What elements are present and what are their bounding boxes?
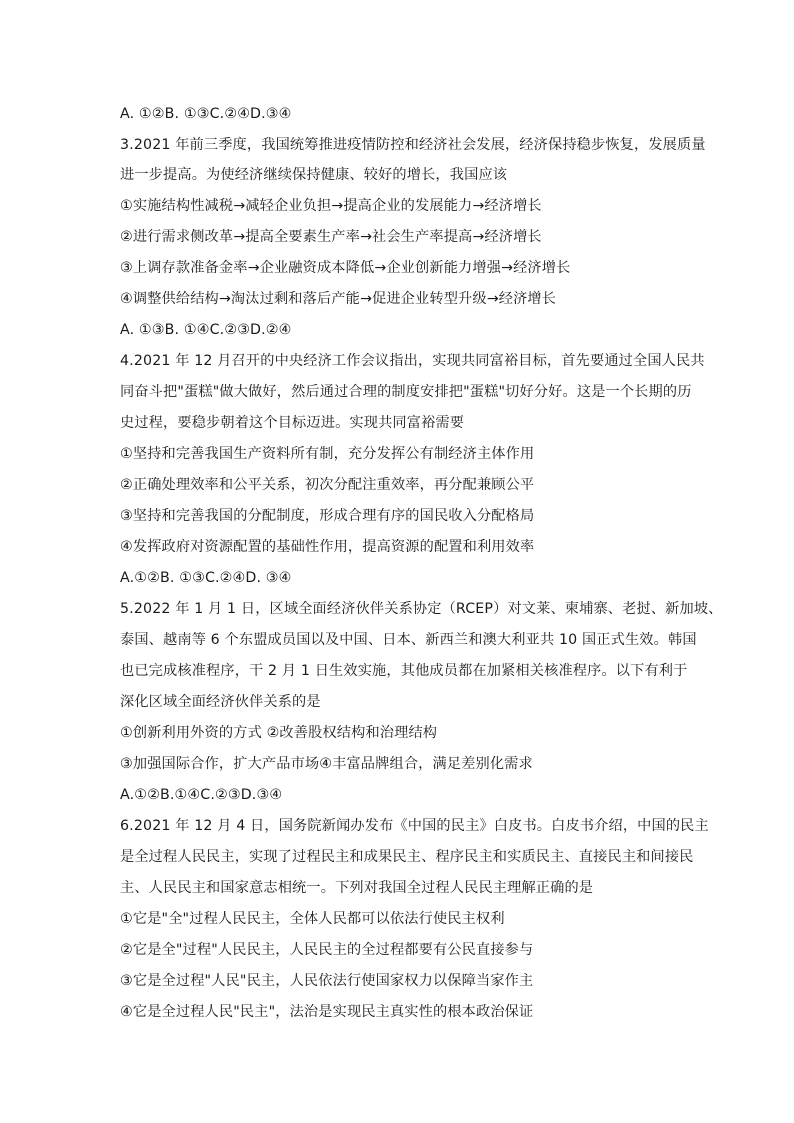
q3-item-1: ①实施结构性减税→减轻企业负担→提高企业的发展能力→经济增长 [120, 198, 542, 214]
q5-items-1-2: ①创新利用外资的方式 ②改善股权结构和治理结构 [120, 725, 438, 741]
q4-stem-line-2: 同奋斗把"蛋糕"做大做好，然后通过合理的制度安排把"蛋糕"切好分好。这是一个长期的历 [120, 384, 692, 400]
q4-stem-line-1: 4.2021 年 12 月召开的中央经济工作会议指出，实现共同富裕目标，首先要通过全国人民共 [120, 353, 705, 369]
q4-stem-line-3: 史过程，要稳步朝着这个目标迈进。实现共同富裕需要 [120, 415, 465, 431]
q3-options: A. ①③B. ①④C.②③D.②④ [120, 322, 292, 338]
q6-item-1: ①它是"全"过程人民民主，全体人民都可以依法行使民主权利 [120, 911, 505, 927]
q3-item-2: ②进行需求侧改革→提高全要素生产率→社会生产率提高→经济增长 [120, 229, 542, 245]
q2-options: A. ①②B. ①③C.②④D.③④ [120, 106, 292, 122]
q4-options: A.①②B. ①③C.②④D. ③④ [120, 570, 292, 586]
q5-options: A.①②B.①④C.②③D.③④ [120, 787, 283, 803]
q4-item-1: ①坚持和完善我国生产资料所有制，充分发挥公有制经济主体作用 [120, 446, 535, 462]
q6-stem-line-1: 6.2021 年 12 月 4 日，国务院新闻办发布《中国的民主》白皮书。白皮书介绍，中国的民主 [120, 818, 709, 834]
q4-item-3: ③坚持和完善我国的分配制度，形成合理有序的国民收入分配格局 [120, 508, 535, 524]
q6-item-2: ②它是全"过程"人民民主，人民民主的全过程都要有公民直接参与 [120, 942, 534, 958]
q6-item-3: ③它是全过程"人民"民主，人民依法行使国家权力以保障当家作主 [120, 973, 534, 989]
q5-items-3-4: ③加强国际合作，扩大产品市场④丰富品牌组合，满足差别化需求 [120, 756, 533, 772]
q6-stem-line-3: 主、人民民主和国家意志相统一。下列对我国全过程人民民主理解正确的是 [120, 880, 594, 896]
q3-item-3: ③上调存款准备金率→企业融资成本降低→企业创新能力增强→经济增长 [120, 260, 571, 276]
q5-stem-line-4: 深化区域全面经济伙伴关系的是 [120, 694, 321, 710]
q4-item-4: ④发挥政府对资源配置的基础性作用，提高资源的配置和利用效率 [120, 539, 535, 555]
q5-stem-line-3: 也已完成核准程序，干 2 月 1 日生效实施，其他成员都在加紧相关核准程序。以下有利于 [120, 663, 688, 679]
q6-item-4: ④它是全过程人民"民主"，法治是实现民主真实性的根本政治保证 [120, 1004, 534, 1020]
q4-item-2: ②正确处理效率和公平关系，初次分配注重效率，再分配兼顾公平 [120, 477, 535, 493]
q3-item-4: ④调整供给结构→淘汰过剩和落后产能→促进企业转型升级→经济增长 [120, 291, 557, 307]
q3-stem-line-1: 3.2021 年前三季度，我国统筹推进疫情防控和经济社会发展，经济保持稳步恢复，发展质量 [120, 137, 706, 153]
q5-stem-line-1: 5.2022 年 1 月 1 日，区域全面经济伙伴关系协定（RCEP）对文莱、柬埔寨、老挝、新加坡、 [120, 601, 723, 617]
q6-stem-line-2: 是全过程人民民主，实现了过程民主和成果民主、程序民主和实质民主、直接民主和间接民 [120, 849, 694, 865]
q5-stem-line-2: 泰国、越南等 6 个东盟成员国以及中国、日本、新西兰和澳大利亚共 10 国正式生效。韩国 [120, 632, 697, 648]
q3-stem-line-2: 进一步提高。为使经济继续保持健康、较好的增长，我国应该 [120, 167, 508, 183]
